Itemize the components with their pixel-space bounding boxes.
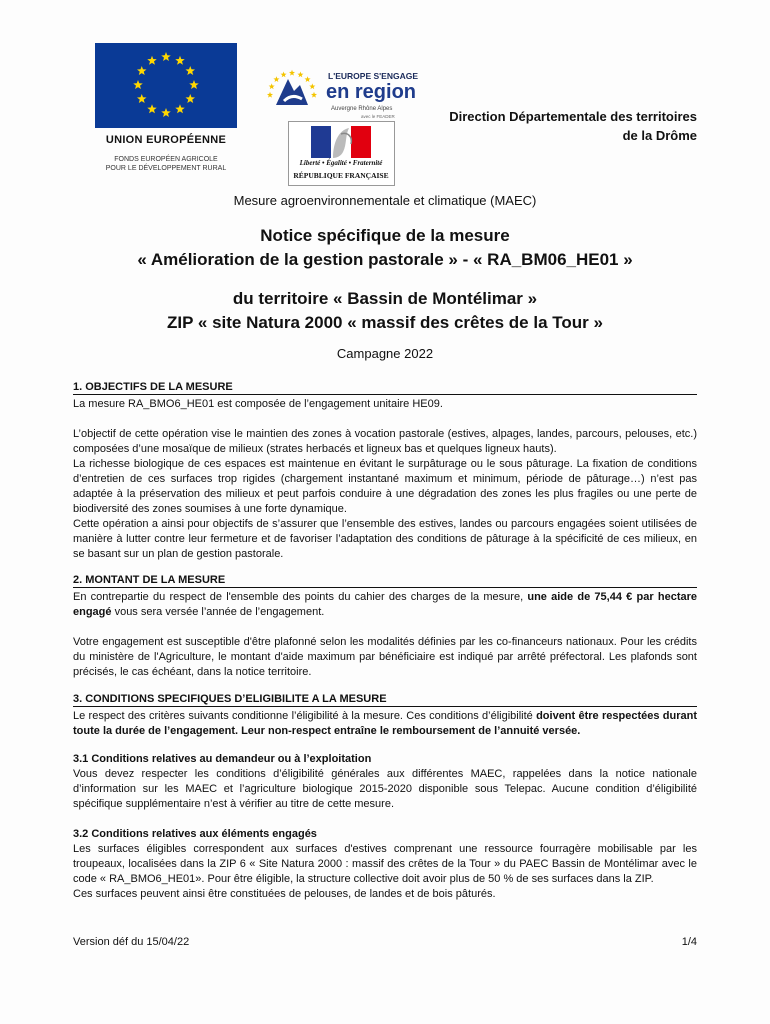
title-line-4: ZIP « site Natura 2000 « massif des crêtes de la Tour » [167, 313, 603, 332]
direction-line-2: de la Drôme [622, 128, 697, 143]
subsection-3-2-p1: Les surfaces éligibles correspondent aux surfaces d'estives comprenant une ressource fourragère mobilisable par les troupeaux, localisées dans la ZIP 6 « Site Natura 2000 : massif des crêtes de la Tour » du PAEC Bassin de Montélimar avec le code « RA_BMO6_HE01». Pour être éligible, la structure collective doit avoir plus de 50 % de ses surfaces dans la ZIP. [73, 843, 697, 885]
region-feader: avec le FEADER [361, 114, 395, 119]
section-2-body [73, 590, 697, 680]
region-wordmark: en region [326, 81, 417, 103]
aid-amount: une aide de 75,44 € par hectare engagé [73, 591, 697, 618]
direction-line-1: Direction Départementale des territoires [449, 109, 697, 124]
subsection-3-1-body: Vous devez respecter les conditions d’éligibilité générales aux différentes MAEC, rappelées dans la notice nationale d’information sur les MAEC et l’agriculture biologique 2015-2020 disponible sous Telepac. Aucune condition d’éligibilité spécifique supplémentaire n’est à vérifier au titre de cette mesure. [73, 768, 697, 810]
subsection-3-2-heading: 3.2 Conditions relatives aux éléments engagés [73, 828, 317, 840]
section-3-p1-text: Le respect des critères suivants conditionne l’éligibilité à la mesure. Ces conditions d’éligibilité [73, 710, 537, 722]
section-2-p2: Votre engagement est susceptible d'être plafonné selon les modalités définies par les co-financeurs nationaux. Pour les crédits du ministère de l'Agriculture, le montant d'aide maximum par bénéficiaire est indiqué par arrêté préfectoral. Les plafonds sont précisés, le cas échéant, dans la notice territoire. [73, 636, 697, 678]
measure-type: Mesure agroenvironnementale et climatique (MAEC) [233, 193, 537, 208]
section-2-heading: 2. MONTANT DE LA MESURE [73, 574, 697, 588]
section-1-p3: La richesse biologique de ces espaces est maintenue en évitant le surpâturage ou le sous pâturage. La fixation de conditions d’entretien de ces surfaces trop rigides (chargement instantané maximum et minimum, période de pâturage…) n’est pas adaptée à la préservation des milieux et peut parfois conduire à une dégradation des zones les plus fragiles ou une perte de biodiversité des zones soumises à une forte dynamique. [73, 458, 697, 515]
direction-header [449, 107, 697, 145]
campaign: Campagne 2022 [336, 346, 434, 361]
eu-fund-line-2: POUR LE DÉVELOPPEMENT RURAL [105, 165, 227, 172]
page-number: 1/4 [681, 936, 697, 948]
section-3-p1-bold: doivent être respectées durant toute la durée de l’engagement. Leur non-respect entraîne le remboursement de l’annuité versée. [73, 710, 697, 737]
title-line-2: « Amélioration de la gestion pastorale » - « RA_BM06_HE01 » [137, 250, 633, 269]
marianne-icon [289, 122, 394, 162]
section-3-p1 [73, 709, 697, 739]
section-2-p1-end: vous sera versée l’année de l’engagement. [111, 606, 325, 618]
region-title: L'EUROPE S'ENGAGE [328, 71, 419, 81]
subsection-3-1-heading: 3.1 Conditions relatives au demandeur ou à l’exploitation [73, 753, 372, 765]
section-3-body [73, 709, 697, 739]
section-3-heading: 3. CONDITIONS SPECIFIQUES D’ELIGIBILITE A LA MESURE [73, 693, 697, 707]
eu-caption: UNION EUROPÉENNE [105, 134, 227, 146]
section-1-body [73, 397, 697, 562]
section-1-p2: L’objectif de cette opération vise le maintien des zones à vocation pastorale (estives, alpages, landes, parcours, pelouses, etc.) composées d’une mosaïque de milieux (strates herbacés et ligneux bas et quelques ligneux hauts). [73, 428, 697, 455]
eu-fund-caption [95, 155, 237, 173]
version-footer: Version déf du 15/04/22 [73, 936, 190, 948]
region-subtitle: Auvergne Rhône Alpes [331, 106, 393, 112]
section-1-heading: 1. OBJECTIFS DE LA MESURE [73, 381, 697, 395]
eu-flag-logo [95, 43, 237, 128]
rf-motto: Liberté • Égalité • Fraternité [299, 159, 383, 167]
rf-name: RÉPUBLIQUE FRANÇAISE [293, 171, 389, 180]
title-line-3: du territoire « Bassin de Montélimar » [232, 289, 538, 308]
eu-stars-icon [95, 43, 237, 128]
section-1-p1: La mesure RA_BMO6_HE01 est composée de l’engagement unitaire HE09. [73, 398, 443, 410]
eu-fund-line-1: FONDS EUROPÉEN AGRICOLE [114, 156, 218, 163]
section-2-p1-text: En contrepartie du respect de l'ensemble des points du cahier des charges de la mesure, [73, 591, 528, 603]
subsection-3-2-body [73, 842, 697, 902]
section-1-p4: Cette opération a ainsi pour objectifs de s’assurer que l’ensemble des estives, landes ou parcours engagées soient utilisées de manière à lutter contre leur fermeture et de favoriser l’adaptation des conditions de pâturage à la spécificité de ces milieux, en se basant sur un plan de gestion pastorale. [73, 518, 697, 560]
title-line-1: Notice spécifique de la mesure [260, 226, 510, 245]
subsection-3-2-p2: Ces surfaces peuvent ainsi être constituées de pelouses, de landes et de bois pâturés. [73, 888, 496, 900]
section-2-p1 [73, 590, 697, 620]
